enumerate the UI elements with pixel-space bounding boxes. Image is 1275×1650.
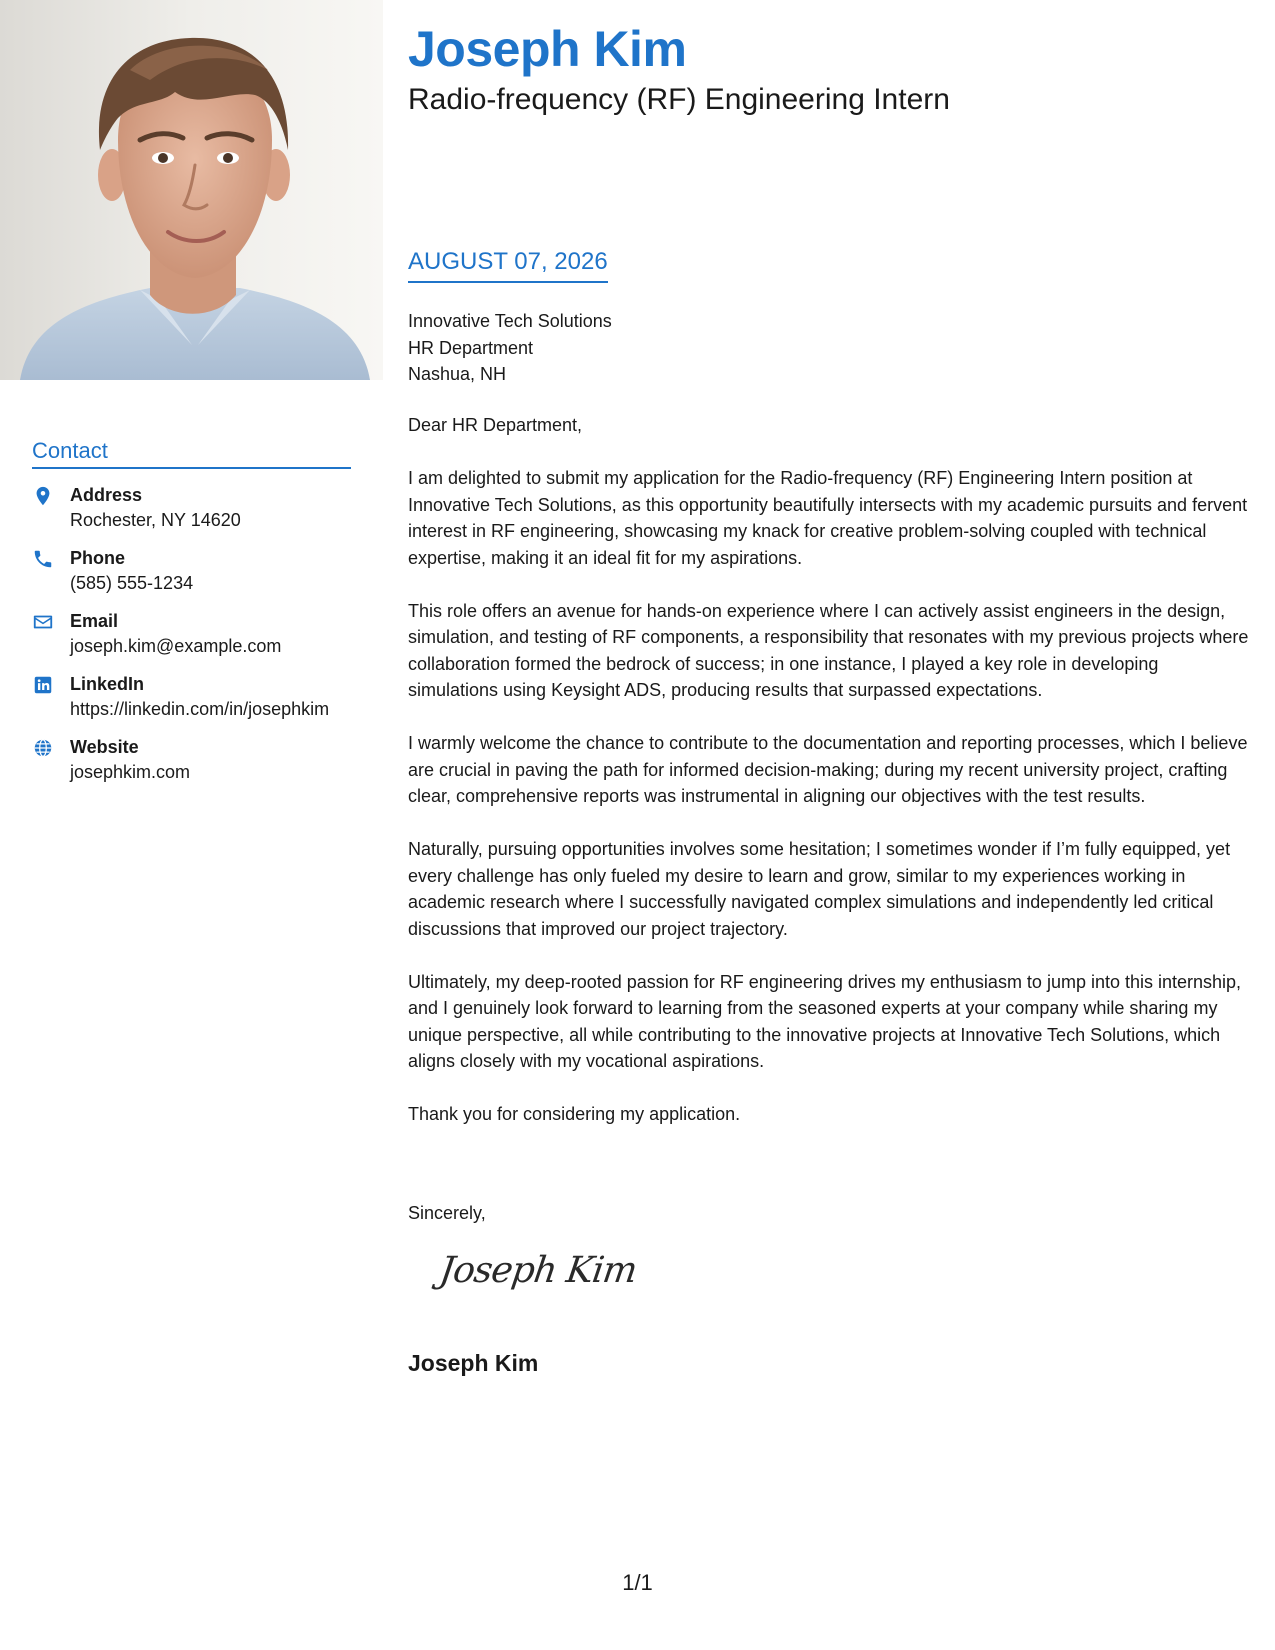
email-icon xyxy=(32,611,54,633)
linkedin-icon xyxy=(32,674,54,696)
linkedin-label: LinkedIn xyxy=(70,674,145,694)
globe-icon xyxy=(32,737,54,759)
contact-linkedin xyxy=(32,672,351,722)
contact-website xyxy=(32,735,351,785)
linkedin-value[interactable]: https://linkedin.com/in/josephkim xyxy=(70,699,330,719)
letter-body xyxy=(408,412,1250,1154)
location-pin-icon xyxy=(32,485,54,507)
paragraph-3: I warmly welcome the chance to contribute to the documentation and reporting processes, which I believe are crucial in paving the path for informed decision-making; during my recent university project, crafting clear, comprehensive reports was instrumental in aligning our objectives with the test results. xyxy=(408,733,1248,806)
profile-photo xyxy=(0,0,383,380)
paragraph-1: I am delighted to submit my application for the Radio-frequency (RF) Engineering Intern position at Innovative Tech Solutions, as this opportunity beautifully intersects with my academic pursuits and fervent interest in RF engineering, showcasing my knack for creative problem-solving coupled with technical expertise, making it an ideal fit for my aspirations. xyxy=(408,468,1248,568)
address-value: Rochester, NY 14620 xyxy=(70,510,241,530)
paragraph-4: Naturally, pursuing opportunities involves some hesitation; I sometimes wonder if I’m fully equipped, yet every challenge has only fueled my desire to learn and grow, similar to my experiences working in academic research where I successfully navigated complex simulations and independently led critical discussions that improved our project trajectory. xyxy=(408,839,1231,939)
email-value[interactable]: joseph.kim@example.com xyxy=(70,636,282,656)
phone-label: Phone xyxy=(70,548,126,568)
website-value[interactable]: josephkim.com xyxy=(70,762,191,782)
portrait-illustration xyxy=(0,0,383,380)
letter-date: AUGUST 07, 2026 xyxy=(408,248,608,283)
signer-name: Joseph Kim xyxy=(408,1350,539,1376)
phone-icon xyxy=(32,548,54,570)
closing-phrase: Sincerely, xyxy=(408,1203,486,1223)
contact-email xyxy=(32,609,351,659)
paragraph-closing-thanks: Thank you for considering my application. xyxy=(408,1104,741,1124)
recipient-block xyxy=(408,308,612,388)
website-label: Website xyxy=(70,737,139,757)
recipient-location: Nashua, NH xyxy=(408,364,507,384)
contact-section xyxy=(32,438,351,798)
contact-heading: Contact xyxy=(32,438,351,469)
contact-address xyxy=(32,483,351,533)
salutation: Dear HR Department, xyxy=(408,415,583,435)
paragraph-5: Ultimately, my deep-rooted passion for RF engineering drives my enthusiasm to jump into this internship, and I genuinely look forward to learning from the seasoned experts at your company while sharing my unique perspective, all while contributing to the innovative projects at Innovative Tech Solutions, which aligns closely with my vocational aspirations. xyxy=(408,971,1242,1071)
recipient-department: HR Department xyxy=(408,337,534,358)
applicant-name: Joseph Kim xyxy=(408,21,687,77)
address-label: Address xyxy=(70,485,143,505)
page-number: 1/1 xyxy=(622,1570,653,1595)
handwritten-signature: Joseph Kim xyxy=(437,1250,639,1291)
paragraph-2: This role offers an avenue for hands-on experience where I can actively assist engineers in the design, simulation, and testing of RF components, a responsibility that resonates with my previous projects where collaboration formed the bedrock of success; in one instance, I played a key role in developing simulations using Keysight ADS, producing results that surpassed expectations. xyxy=(408,600,1249,700)
recipient-company: Innovative Tech Solutions xyxy=(408,311,612,331)
phone-value[interactable]: (585) 555-1234 xyxy=(70,573,194,593)
job-title: Radio-frequency (RF) Engineering Intern xyxy=(408,83,950,116)
email-label: Email xyxy=(70,611,119,631)
contact-phone xyxy=(32,546,351,596)
